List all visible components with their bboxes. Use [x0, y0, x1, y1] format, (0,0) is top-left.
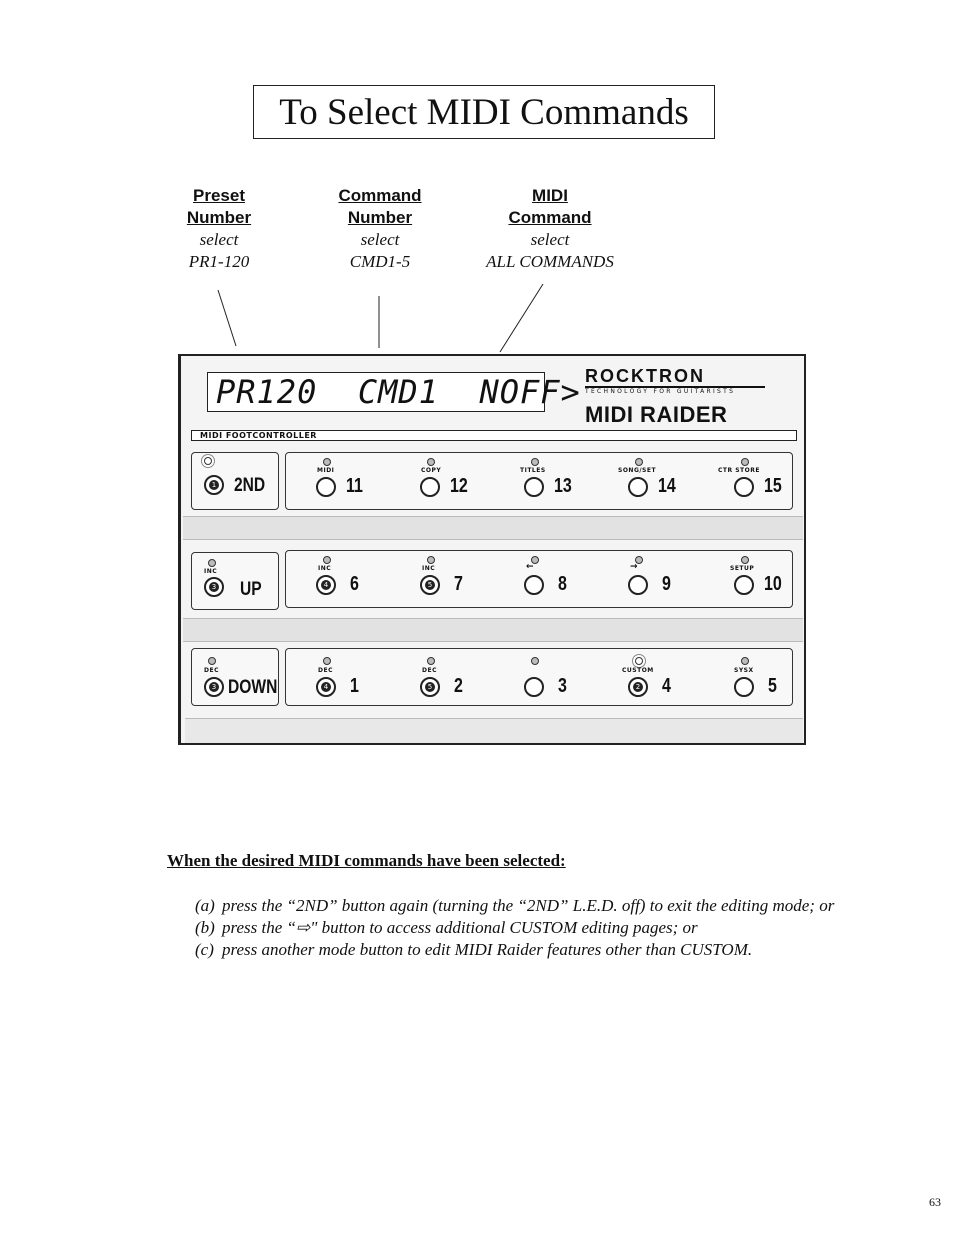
knob-number: 5: [425, 580, 435, 590]
brand-block: [585, 366, 765, 428]
switch-label: COPY: [421, 467, 442, 474]
switch-number: 9: [662, 573, 671, 595]
switch-number: 13: [554, 475, 572, 497]
callout-text: select: [199, 230, 239, 249]
switch-label: SETUP: [730, 565, 755, 572]
mode-label: UP: [240, 579, 262, 600]
knob-number: 3: [209, 582, 219, 592]
knob-number: 5: [425, 682, 435, 692]
led-indicator: [741, 657, 749, 665]
mode-label: 2ND: [234, 475, 266, 496]
switch-label: CUSTOM: [622, 667, 654, 674]
footswitch-10[interactable]: [732, 551, 812, 607]
switch-number: 5: [768, 675, 777, 697]
callout-pointer-lines: [0, 0, 954, 400]
pointer-line-midi: [500, 284, 543, 352]
footswitch-1[interactable]: [314, 649, 394, 705]
led-indicator: [741, 556, 749, 564]
mode-button-down[interactable]: [191, 648, 279, 706]
footswitch-6[interactable]: [314, 551, 394, 607]
footswitch-knob[interactable]: [420, 575, 440, 595]
footswitch-7[interactable]: [418, 551, 498, 607]
arrow-left-icon: ←: [526, 562, 535, 572]
pointer-line-preset: [218, 290, 236, 346]
callout-text: CMD1-5: [349, 252, 411, 271]
footswitch-4[interactable]: [622, 649, 706, 705]
list-marker: (c): [195, 940, 214, 959]
lcd-display: PR120 CMD1 NOFF>: [207, 372, 545, 412]
led-indicator: [531, 657, 539, 665]
switch-number: 4: [662, 675, 671, 697]
instructions-heading: When the desired MIDI commands have been selected:: [167, 851, 566, 870]
switch-label: MIDI: [317, 467, 335, 474]
footswitch-13[interactable]: [522, 453, 602, 509]
led-indicator: [323, 458, 331, 466]
switch-number: 14: [658, 475, 676, 497]
led-indicator: [204, 457, 212, 465]
led-indicator: [323, 657, 331, 665]
footswitch-knob[interactable]: [316, 477, 336, 497]
footswitch-knob[interactable]: [524, 677, 544, 697]
switch-label: INC: [422, 565, 436, 572]
list-marker: (b): [195, 918, 215, 937]
footcontroller-strip: MIDI FOOTCONTROLLER: [191, 430, 797, 441]
led-indicator: [427, 458, 435, 466]
switch-label: CTR STORE: [718, 467, 760, 474]
list-text: press the “2ND” button again (turning the “2ND” L.E.D. off) to exit the editing mode; or: [222, 896, 835, 915]
footswitch[interactable]: [204, 475, 224, 495]
footswitch-11[interactable]: [314, 453, 394, 509]
switch-panel-row3: [285, 648, 793, 706]
switch-number: 10: [764, 573, 782, 595]
knob-number: 3: [209, 682, 219, 692]
footswitch-2[interactable]: [418, 649, 498, 705]
callout-heading: Command: [338, 186, 422, 205]
switch-number: 1: [350, 675, 359, 697]
footswitch-knob[interactable]: [734, 677, 754, 697]
list-text: press another mode button to edit MIDI Raider features other than CUSTOM.: [222, 940, 753, 959]
switch-label: DEC: [422, 667, 437, 674]
arrow-right-icon: →: [630, 562, 639, 572]
list-item: [195, 895, 847, 917]
footswitch[interactable]: [204, 577, 224, 597]
knob-number: 2: [633, 682, 643, 692]
footswitch-knob[interactable]: [524, 477, 544, 497]
footswitch-knob[interactable]: [316, 575, 336, 595]
footswitch-knob[interactable]: [524, 575, 544, 595]
footswitch-8[interactable]: [522, 551, 602, 607]
model-name: MIDI RAIDER: [585, 402, 728, 427]
switch-panel-row2: [285, 550, 793, 608]
switch-number: 15: [764, 475, 782, 497]
callout-heading: Preset: [193, 186, 245, 205]
led-indicator: [427, 556, 435, 564]
switch-number: 2: [454, 675, 463, 697]
footswitch-knob[interactable]: [734, 575, 754, 595]
footswitch-knob[interactable]: [420, 477, 440, 497]
footswitch-3[interactable]: [522, 649, 602, 705]
footswitch-15[interactable]: [718, 453, 812, 509]
footswitch-5[interactable]: [732, 649, 812, 705]
switch-number: 6: [350, 573, 359, 595]
divider-band: [183, 618, 803, 642]
brand-tagline: TECHNOLOGY FOR GUITARISTS: [585, 388, 736, 395]
switch-panel-row1: [285, 452, 793, 510]
footswitch-knob[interactable]: [628, 575, 648, 595]
instructions: [167, 851, 847, 961]
footswitch-knob[interactable]: [628, 477, 648, 497]
list-item: [195, 939, 847, 961]
led-indicator: [741, 458, 749, 466]
page-title: To Select MIDI Commands: [253, 85, 715, 139]
divider-band: [185, 718, 803, 743]
list-marker: (a): [195, 896, 215, 915]
callout-heading: Number: [186, 208, 252, 227]
footswitch-12[interactable]: [418, 453, 498, 509]
mode-button-up[interactable]: [191, 552, 279, 610]
page-number: 63: [929, 1195, 941, 1209]
mode-button-2nd[interactable]: [191, 452, 279, 510]
led-indicator: [531, 458, 539, 466]
led-indicator: [427, 657, 435, 665]
switch-label: INC: [318, 565, 332, 572]
led-indicator: [323, 556, 331, 564]
footswitch-knob[interactable]: [628, 677, 648, 697]
switch-number: 8: [558, 573, 567, 595]
callout-text: select: [530, 230, 570, 249]
callout-heading: Command: [508, 208, 592, 227]
list-text: press the “⇨" button to access additional CUSTOM editing pages; or: [222, 918, 698, 937]
switch-number: 7: [454, 573, 463, 595]
divider-band: [183, 516, 803, 540]
footswitch-knob[interactable]: [420, 677, 440, 697]
footswitch-14[interactable]: [618, 453, 706, 509]
instructions-list: [167, 895, 847, 961]
callout-heading: MIDI: [532, 186, 568, 205]
knob-number: 4: [321, 580, 331, 590]
footswitch-knob[interactable]: [316, 677, 336, 697]
callout-text: select: [360, 230, 400, 249]
switch-number: 3: [558, 675, 567, 697]
list-item: [195, 917, 847, 939]
mode-label: DOWN: [228, 677, 278, 698]
led-indicator: [208, 559, 216, 567]
footswitch-knob[interactable]: [734, 477, 754, 497]
brand-logo: ROCKTRON: [585, 366, 765, 388]
switch-label: DEC: [318, 667, 333, 674]
switch-label: SYSX: [734, 667, 754, 674]
led-indicator: [635, 458, 643, 466]
callout-text: ALL COMMANDS: [486, 252, 614, 271]
footswitch-9[interactable]: [626, 551, 706, 607]
footswitch[interactable]: [204, 677, 224, 697]
callout-text: PR1-120: [188, 252, 250, 271]
switch-label: DEC: [204, 667, 219, 674]
switch-label: INC: [204, 568, 218, 575]
switch-number: 12: [450, 475, 468, 497]
midi-raider-device: [178, 354, 806, 745]
led-indicator: [208, 657, 216, 665]
switch-label: TITLES: [520, 467, 546, 474]
callout-heading: Number: [347, 208, 413, 227]
switch-number: 11: [346, 475, 363, 497]
switch-label: SONG/SET: [618, 467, 657, 474]
led-indicator: [635, 657, 643, 665]
knob-number: 4: [321, 682, 331, 692]
knob-number: 1: [209, 480, 219, 490]
